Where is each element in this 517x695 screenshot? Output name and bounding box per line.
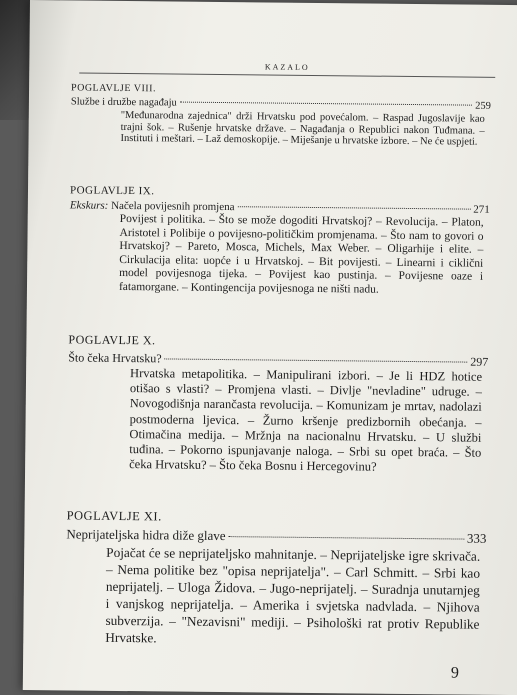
dot-leader: [165, 357, 468, 362]
entry-page-number: 271: [473, 203, 490, 216]
book-page: [23, 0, 517, 695]
chapter-label: POGLAVLJE XI.: [66, 508, 162, 524]
entry-page-number: 333: [466, 530, 487, 546]
folio-page-number: 9: [450, 664, 460, 682]
entry-title: Službe i družbe nagađaju: [70, 96, 177, 109]
chapter-section: [69, 184, 490, 297]
chapter-summary: Pojačat će se neprijateljsko mahnitanje. – Neprijateljske igre skrivača. – Nema politike bez "opisa neprijatelja". – Carl Schmitt. – Srbi kao neprijatelj. – Uloga Židova. – Jugo-neprijatelj. – Suradnja unutarnjeg i vanjskog neprijatelja. – Amerika i svjetska nadvlada. – Njihova subverzija. – "Nezavisni" mediji. – Psihološki rat protiv Republike Hrvatske.: [105, 544, 481, 646]
chapter-label: POGLAVLJE VIII.: [71, 82, 157, 95]
entry-title: Ekskurs: Načela povijesnih promjena: [69, 199, 235, 214]
dot-leader: [237, 205, 470, 209]
chapter-section: [65, 508, 486, 649]
dot-leader: [180, 101, 472, 106]
chapter-summary: "Međunarodna zajednica" drži Hrvatsku pod povećalom. – Raspad Jugoslavije kao trajni šok. – Rušenje hrvatske države. – Nagađanja o Republici nakon Tuđmana. – Instituti i meštari. – Laž demoskopije. – Miješanje u hrvatske izbore. – Ne će uspjeti.: [120, 109, 485, 148]
chapter-section: [70, 82, 491, 148]
entry-title: Neprijateljska hidra diže glave: [66, 526, 226, 544]
chapter-summary: Hrvatska metapolitika. – Manipulirani izbori. – Je li HDZ hotice otišao s vlasti? – Promjena vlasti. – Divlje "nevladine" udruge. – Novogodišnja narančasta revolucija. – Komunizam je mrtav, nadolazi postmoderna ljevica. – Žurno kršenje predizbornih obećanja. – Otimačina medija. – Mržnja na nacionalnu Hrvatsku. – U službi tuđina. – Pokorno ispunjavanje naloga. – Srbi su opet braća. – Što čeka Hrvatsku? – Što čeka Bosnu i Hercegovinu?: [129, 366, 483, 474]
chapter-summary: Povijest i politika. – Što se može dogoditi Hrvatskoj? – Revolucija. – Platon, Aristotel i Polibije o povijesno-političkim promjenama. – Što nam to govori o Hrvatskoj? – Pareto, Mosca, Michels, Max Weber. – Oligarhije i elite. – Cirkulacija elita: uopće i u Hrvatskoj. – Bit povijesti. – Linearni i ciklični model povijesnoga tijeka. – Povijest kao pustinja. – Povijesne oaze i fatamorgane. – Kontingencija povijesnoga ne ništi nadu.: [118, 212, 484, 296]
entry-page-number: 259: [475, 100, 491, 112]
chapter-section: [67, 332, 488, 476]
running-header: KAZALO: [79, 61, 495, 78]
chapter-label: POGLAVLJE X.: [68, 332, 156, 348]
entry-title: Što čeka Hrvatsku?: [68, 350, 162, 366]
chapter-label: POGLAVLJE IX.: [69, 184, 155, 198]
dot-leader: [229, 535, 464, 539]
entry-page-number: 297: [470, 354, 489, 369]
